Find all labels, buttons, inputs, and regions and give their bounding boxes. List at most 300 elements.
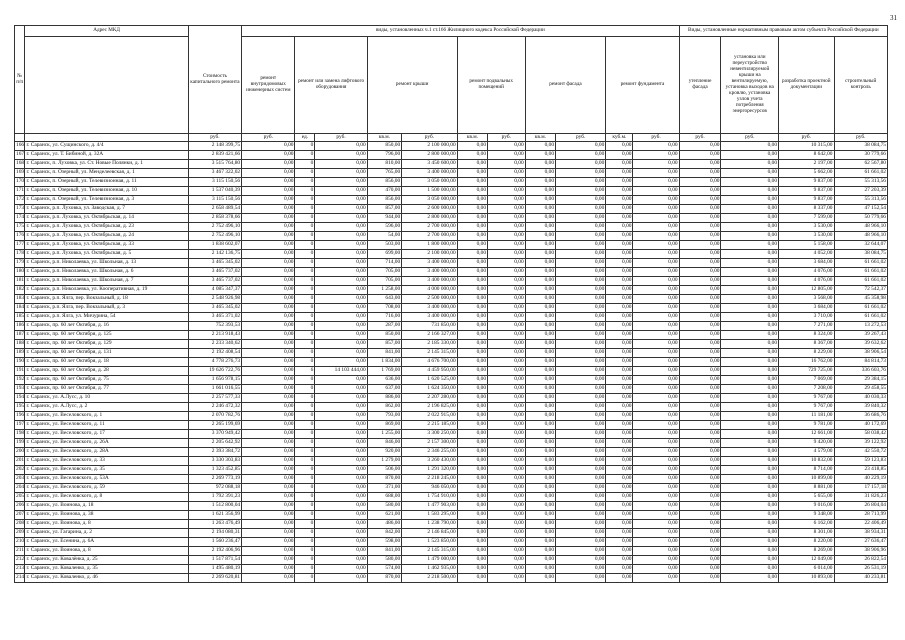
value-cell: 0,00: [457, 358, 487, 367]
value-cell: 3 370 949,42: [188, 430, 241, 439]
value-cell: 0: [295, 304, 315, 313]
value-cell: 842,00: [367, 529, 402, 538]
address-cell: г. Саранск, ул. Воинова, д. 8: [25, 547, 188, 556]
value-cell: 0: [295, 214, 315, 223]
value-cell: 0,00: [633, 268, 679, 277]
value-cell: 0,00: [606, 160, 633, 169]
value-cell: 0,00: [556, 187, 606, 196]
value-cell: 0,00: [242, 259, 295, 268]
value-cell: 0,00: [606, 403, 633, 412]
value-cell: 17 157,18: [834, 484, 888, 493]
address-cell: г. Саранск, ул. Сущинского, д. 4/4: [25, 142, 188, 151]
value-cell: 0,00: [556, 547, 606, 556]
value-cell: 38 084,75: [834, 142, 888, 151]
value-cell: 0,00: [525, 205, 555, 214]
value-cell: 0,00: [315, 484, 367, 493]
value-cell: 0,00: [633, 547, 679, 556]
value-cell: 2 192 406,96: [188, 547, 241, 556]
row-number-cell: 190: [15, 358, 25, 367]
value-cell: 0,00: [679, 466, 721, 475]
value-cell: 0,00: [721, 331, 779, 340]
table-row: [15, 313, 888, 322]
value-cell: 12 049,00: [779, 556, 834, 565]
value-cell: 0,00: [606, 529, 633, 538]
value-cell: 0,00: [606, 313, 633, 322]
value-cell: 0: [295, 412, 315, 421]
value-cell: 3 465 737,02: [188, 277, 241, 286]
value-cell: 1 517 871,54: [188, 556, 241, 565]
header-insulation: утепление фасада: [679, 37, 721, 134]
value-cell: 55 313,56: [834, 178, 888, 187]
value-cell: 0,00: [606, 547, 633, 556]
value-cell: 0,00: [606, 331, 633, 340]
value-cell: 0,00: [242, 178, 295, 187]
value-cell: 0,00: [606, 367, 633, 376]
value-cell: 2 858 378,66: [188, 214, 241, 223]
value-cell: 0,00: [242, 556, 295, 565]
value-cell: 39 840,32: [834, 403, 888, 412]
value-cell: 0,00: [556, 484, 606, 493]
address-cell: г. Саранск, р.п. Ялга, пер. Вокзальный, д. 3: [25, 304, 188, 313]
value-cell: 0,00: [633, 466, 679, 475]
value-cell: 0,00: [633, 430, 679, 439]
value-cell: 0,00: [488, 142, 526, 151]
address-cell: г. Саранск, пр. 60 лет Октября, д. 16: [25, 322, 188, 331]
unit-cell: кв.м.: [525, 134, 555, 142]
value-cell: 7 599,00: [779, 214, 834, 223]
value-cell: 0,00: [242, 358, 295, 367]
value-cell: 2 197,00: [779, 160, 834, 169]
value-cell: 0,00: [242, 430, 295, 439]
value-cell: 856,00: [367, 178, 402, 187]
value-cell: 30 779,66: [834, 151, 888, 160]
address-cell: г. Саранск, р.п. Николаевка, ул. Школьная, д. 13: [25, 259, 188, 268]
row-number-cell: 194: [15, 394, 25, 403]
unit-cell: руб.: [242, 134, 295, 142]
value-cell: 9 837,00: [779, 187, 834, 196]
value-cell: 0,00: [679, 475, 721, 484]
value-cell: 0,00: [606, 349, 633, 358]
value-cell: 3 530,00: [779, 232, 834, 241]
value-cell: 0,00: [556, 412, 606, 421]
value-cell: 0,00: [525, 322, 555, 331]
value-cell: 0,00: [488, 313, 526, 322]
value-cell: 574,00: [367, 565, 402, 574]
value-cell: 0,00: [721, 187, 779, 196]
value-cell: 29 458,55: [834, 385, 888, 394]
value-cell: 40 233,81: [834, 574, 888, 583]
value-cell: 0,00: [457, 241, 487, 250]
row-number-cell: 209: [15, 529, 25, 538]
value-cell: 0,00: [721, 403, 779, 412]
address-cell: г. Саранск, ул. Веселовского, д. 8: [25, 493, 188, 502]
value-cell: 1 620 525,00: [402, 376, 457, 385]
value-cell: 39 267,43: [834, 331, 888, 340]
value-cell: 0,00: [315, 322, 367, 331]
value-cell: 0,00: [679, 547, 721, 556]
address-cell: г. Саранск, пр. 60 лет Октября, д. 18: [25, 358, 188, 367]
value-cell: 0,00: [457, 412, 487, 421]
value-cell: 0,00: [606, 187, 633, 196]
address-cell: г. Саранск, ул. Ковалёнка, д. 25: [25, 556, 188, 565]
value-cell: 0,00: [488, 259, 526, 268]
table-row: [15, 205, 888, 214]
address-cell: г. Саранск, ул. Веселовского, д. 59: [25, 484, 188, 493]
value-cell: 0,00: [633, 448, 679, 457]
value-cell: 580,00: [367, 502, 402, 511]
unit-cell: руб.: [188, 134, 241, 142]
value-cell: 621,00: [367, 511, 402, 520]
value-cell: 3 465 345,02: [188, 259, 241, 268]
value-cell: 59 123,83: [834, 457, 888, 466]
value-cell: 0,00: [488, 268, 526, 277]
value-cell: 0,00: [606, 385, 633, 394]
value-cell: 1 583 295,00: [402, 511, 457, 520]
value-cell: 0,00: [556, 205, 606, 214]
address-cell: г. Саранск, пр. 60 лет Октября, д. 125: [25, 331, 188, 340]
value-cell: 0,00: [679, 169, 721, 178]
value-cell: 0,00: [488, 502, 526, 511]
header-meters: установка или переустройство невентилируемой крыши на вентилируемую, установка выходов на кровлю, установка узлов учета потребления энергоресурсов: [721, 37, 779, 134]
address-cell: г. Саранск, пр. 60 лет Октября, д. 77: [25, 385, 188, 394]
value-cell: 0: [295, 232, 315, 241]
value-cell: 58 038,42: [834, 430, 888, 439]
value-cell: 0,00: [556, 421, 606, 430]
value-cell: 0,00: [633, 520, 679, 529]
value-cell: 0,00: [721, 376, 779, 385]
value-cell: 920,00: [367, 448, 402, 457]
value-cell: 26 531,19: [834, 565, 888, 574]
value-cell: 0,00: [525, 151, 555, 160]
value-cell: 0: [295, 574, 315, 583]
value-cell: 0,00: [525, 223, 555, 232]
value-cell: 0,00: [488, 322, 526, 331]
value-cell: 0,00: [606, 511, 633, 520]
address-cell: г. Саранск, р.п. Луховка, ул. Октябрьская, д. 24: [25, 232, 188, 241]
value-cell: 0,00: [488, 358, 526, 367]
value-cell: 5 662,00: [779, 169, 834, 178]
value-cell: 0,00: [525, 466, 555, 475]
value-cell: 0: [295, 322, 315, 331]
address-cell: г. Саранск, р.п. Луховка, ул. Заводская, д. 7: [25, 205, 188, 214]
value-cell: 0,00: [315, 556, 367, 565]
address-cell: г. Саранск, ул. Веселовского, д. 28А: [25, 448, 188, 457]
value-cell: 0,00: [721, 250, 779, 259]
address-cell: г. Саранск, пр. 60 лет Октября, д. 28: [25, 367, 188, 376]
value-cell: 2 215 185,00: [402, 421, 457, 430]
value-cell: 38 934,31: [834, 529, 888, 538]
row-number-cell: 179: [15, 259, 25, 268]
value-cell: 3 465 345,02: [188, 304, 241, 313]
value-cell: 0,00: [242, 286, 295, 295]
value-cell: 0,00: [556, 376, 606, 385]
value-cell: 0,00: [633, 250, 679, 259]
value-cell: 0: [295, 448, 315, 457]
row-number-cell: 184: [15, 304, 25, 313]
address-cell: г. Саранск, р.п. Николаевка, ул. Школьная, д. 7: [25, 277, 188, 286]
value-cell: 0,00: [457, 556, 487, 565]
value-cell: 6 014,00: [779, 565, 834, 574]
row-number-cell: 170: [15, 178, 25, 187]
value-cell: 841,00: [367, 547, 402, 556]
value-cell: 765,00: [367, 169, 402, 178]
value-cell: 503,00: [367, 241, 402, 250]
value-cell: 0,00: [679, 367, 721, 376]
value-cell: 3 400 000,00: [402, 313, 457, 322]
value-cell: 0,00: [633, 196, 679, 205]
value-cell: 0,00: [242, 367, 295, 376]
address-cell: г. Саранск, пр. 60 лет Октября, д. 75: [25, 376, 188, 385]
value-cell: 0,00: [721, 178, 779, 187]
value-cell: 0,00: [721, 412, 779, 421]
value-cell: 61 661,02: [834, 313, 888, 322]
table-row: [15, 565, 888, 574]
value-cell: 3 400 000,00: [402, 259, 457, 268]
value-cell: 6 162,00: [779, 520, 834, 529]
value-cell: 0,00: [315, 286, 367, 295]
table-row: [15, 385, 888, 394]
units-row: [15, 134, 888, 142]
value-cell: 1 560 236,47: [188, 538, 241, 547]
value-cell: 0,00: [633, 241, 679, 250]
value-cell: 0,00: [242, 484, 295, 493]
value-cell: 0,00: [315, 196, 367, 205]
value-cell: 39 632,62: [834, 340, 888, 349]
value-cell: 0,00: [242, 574, 295, 583]
address-cell: г. Саранск, ул. Веселовского, д. 33: [25, 457, 188, 466]
value-cell: 4 579,00: [779, 448, 834, 457]
row-number-cell: 201: [15, 457, 25, 466]
value-cell: 55 313,56: [834, 196, 888, 205]
value-cell: 16 762,00: [779, 358, 834, 367]
value-cell: 0,00: [488, 295, 526, 304]
value-cell: 0,00: [679, 574, 721, 583]
value-cell: 0,00: [525, 529, 555, 538]
value-cell: 0,00: [679, 304, 721, 313]
value-cell: 0,00: [556, 214, 606, 223]
value-cell: 0,00: [242, 457, 295, 466]
value-cell: 0,00: [525, 520, 555, 529]
value-cell: 0,00: [679, 484, 721, 493]
value-cell: 0,00: [679, 232, 721, 241]
value-cell: 0: [295, 556, 315, 565]
value-cell: 4 000 000,00: [402, 286, 457, 295]
value-cell: 2 752 496,10: [188, 232, 241, 241]
value-cell: 0,00: [242, 448, 295, 457]
value-cell: 0,00: [679, 385, 721, 394]
value-cell: 2 218 500,00: [402, 574, 457, 583]
value-cell: 0,00: [315, 457, 367, 466]
value-cell: 0,00: [721, 574, 779, 583]
value-cell: 0,00: [633, 556, 679, 565]
value-cell: 0,00: [315, 160, 367, 169]
value-cell: 0,00: [457, 268, 487, 277]
value-cell: 13 272,53: [834, 322, 888, 331]
value-cell: 0,00: [525, 259, 555, 268]
value-cell: 0,00: [457, 538, 487, 547]
value-cell: 0,00: [606, 556, 633, 565]
value-cell: 0,00: [721, 367, 779, 376]
value-cell: 0: [295, 547, 315, 556]
value-cell: 61 661,02: [834, 277, 888, 286]
value-cell: 0: [295, 295, 315, 304]
value-cell: 0,00: [315, 439, 367, 448]
value-cell: 0: [295, 475, 315, 484]
value-cell: 856,00: [367, 196, 402, 205]
value-cell: 0,00: [679, 286, 721, 295]
value-cell: 0,00: [488, 475, 526, 484]
value-cell: 0,00: [556, 196, 606, 205]
value-cell: 0,00: [556, 457, 606, 466]
value-cell: 38 084,75: [834, 250, 888, 259]
value-cell: 0,00: [606, 565, 633, 574]
value-cell: 0: [295, 493, 315, 502]
table-row: [15, 493, 888, 502]
value-cell: 0,00: [606, 448, 633, 457]
value-cell: 0,00: [633, 232, 679, 241]
table-row: [15, 412, 888, 421]
page-number: 31: [890, 14, 897, 22]
value-cell: 0,00: [315, 547, 367, 556]
value-cell: 0,00: [679, 349, 721, 358]
value-cell: 0,00: [606, 241, 633, 250]
value-cell: 0,00: [721, 394, 779, 403]
value-cell: 0,00: [721, 511, 779, 520]
header-facade: ремонт фасада: [525, 37, 606, 134]
value-cell: 0,00: [679, 160, 721, 169]
row-number-cell: 213: [15, 565, 25, 574]
value-cell: 0,00: [721, 538, 779, 547]
value-cell: 2 166 327,00: [402, 331, 457, 340]
value-cell: 0,00: [242, 214, 295, 223]
value-cell: 688,00: [367, 493, 402, 502]
value-cell: 0,00: [606, 214, 633, 223]
unit-cell: руб.: [779, 134, 834, 142]
value-cell: 846,00: [367, 439, 402, 448]
value-cell: 0: [295, 313, 315, 322]
value-cell: 0,00: [457, 439, 487, 448]
value-cell: 0,00: [721, 304, 779, 313]
value-cell: 0,00: [315, 169, 367, 178]
value-cell: 0,00: [556, 169, 606, 178]
value-cell: 0,00: [679, 259, 721, 268]
value-cell: 2 700 000,00: [402, 232, 457, 241]
value-cell: 2 269 620,81: [188, 574, 241, 583]
value-cell: 8 301,00: [779, 529, 834, 538]
address-cell: г. Саранск, ул. Веселовского, д. 35: [25, 466, 188, 475]
value-cell: 0,00: [488, 511, 526, 520]
value-cell: 850,00: [367, 331, 402, 340]
value-cell: 796,00: [367, 151, 402, 160]
table-row: [15, 232, 888, 241]
value-cell: 0,00: [242, 565, 295, 574]
row-number-cell: 166: [15, 142, 25, 151]
value-cell: 0,00: [242, 322, 295, 331]
value-cell: 0,00: [457, 304, 487, 313]
unit-cell: руб.: [315, 134, 367, 142]
value-cell: 0,00: [633, 394, 679, 403]
value-cell: 3 330 303,83: [188, 457, 241, 466]
value-cell: 1 661 016,55: [188, 385, 241, 394]
value-cell: 0,00: [457, 169, 487, 178]
address-cell: г. Саранск, ул. Веселовского, д. 17: [25, 430, 188, 439]
value-cell: 0,00: [315, 142, 367, 151]
value-cell: 0,00: [633, 385, 679, 394]
value-cell: 1 838 602,07: [188, 241, 241, 250]
value-cell: 0: [295, 358, 315, 367]
value-cell: 0,00: [606, 538, 633, 547]
value-cell: 0,00: [525, 277, 555, 286]
value-cell: 1 479 000,00: [402, 556, 457, 565]
value-cell: 0,00: [315, 430, 367, 439]
value-cell: 0,00: [633, 259, 679, 268]
value-cell: 0,00: [525, 457, 555, 466]
value-cell: 0,00: [633, 304, 679, 313]
value-cell: 27 636,47: [834, 538, 888, 547]
table-row: [15, 169, 888, 178]
unit-cell: руб.: [834, 134, 888, 142]
value-cell: 371,00: [367, 484, 402, 493]
value-cell: 0,00: [633, 349, 679, 358]
header-num: № п/п: [15, 26, 25, 134]
value-cell: 0,00: [315, 304, 367, 313]
table-row: [15, 259, 888, 268]
value-cell: 0,00: [606, 322, 633, 331]
value-cell: 0,00: [525, 565, 555, 574]
value-cell: 0,00: [679, 322, 721, 331]
value-cell: 4 076,00: [779, 277, 834, 286]
value-cell: 48 966,10: [834, 223, 888, 232]
value-cell: 0,00: [721, 358, 779, 367]
value-cell: 0,00: [457, 349, 487, 358]
value-cell: 0,00: [315, 421, 367, 430]
value-cell: 0,00: [488, 367, 526, 376]
value-cell: 0,00: [242, 250, 295, 259]
value-cell: 0,00: [242, 232, 295, 241]
value-cell: 0,00: [556, 529, 606, 538]
value-cell: 708,00: [367, 304, 402, 313]
table-row: [15, 250, 888, 259]
value-cell: 0,00: [679, 250, 721, 259]
value-cell: 1 769,00: [367, 367, 402, 376]
unit-cell: руб.: [556, 134, 606, 142]
value-cell: 0,00: [721, 268, 779, 277]
value-cell: 9 348,00: [779, 511, 834, 520]
value-cell: 0,00: [679, 448, 721, 457]
row-number-cell: 181: [15, 277, 25, 286]
table-row: [15, 403, 888, 412]
value-cell: 946 050,00: [402, 484, 457, 493]
value-cell: 0,00: [633, 565, 679, 574]
value-cell: 2 233 340,62: [188, 340, 241, 349]
value-cell: 4 052,00: [779, 250, 834, 259]
value-cell: 0,00: [457, 547, 487, 556]
value-cell: 0,00: [242, 412, 295, 421]
value-cell: 14 103 444,00: [315, 367, 367, 376]
value-cell: 0,00: [525, 250, 555, 259]
value-cell: 3 568,00: [779, 295, 834, 304]
table-row: [15, 547, 888, 556]
value-cell: 0,00: [606, 232, 633, 241]
value-cell: 0,00: [315, 241, 367, 250]
value-cell: 0,00: [315, 340, 367, 349]
value-cell: 0,00: [721, 565, 779, 574]
value-cell: 26 822,54: [834, 556, 888, 565]
value-cell: 0,00: [633, 421, 679, 430]
value-cell: 0,00: [525, 538, 555, 547]
value-cell: 1 624 350,00: [402, 385, 457, 394]
table-row: [15, 241, 888, 250]
